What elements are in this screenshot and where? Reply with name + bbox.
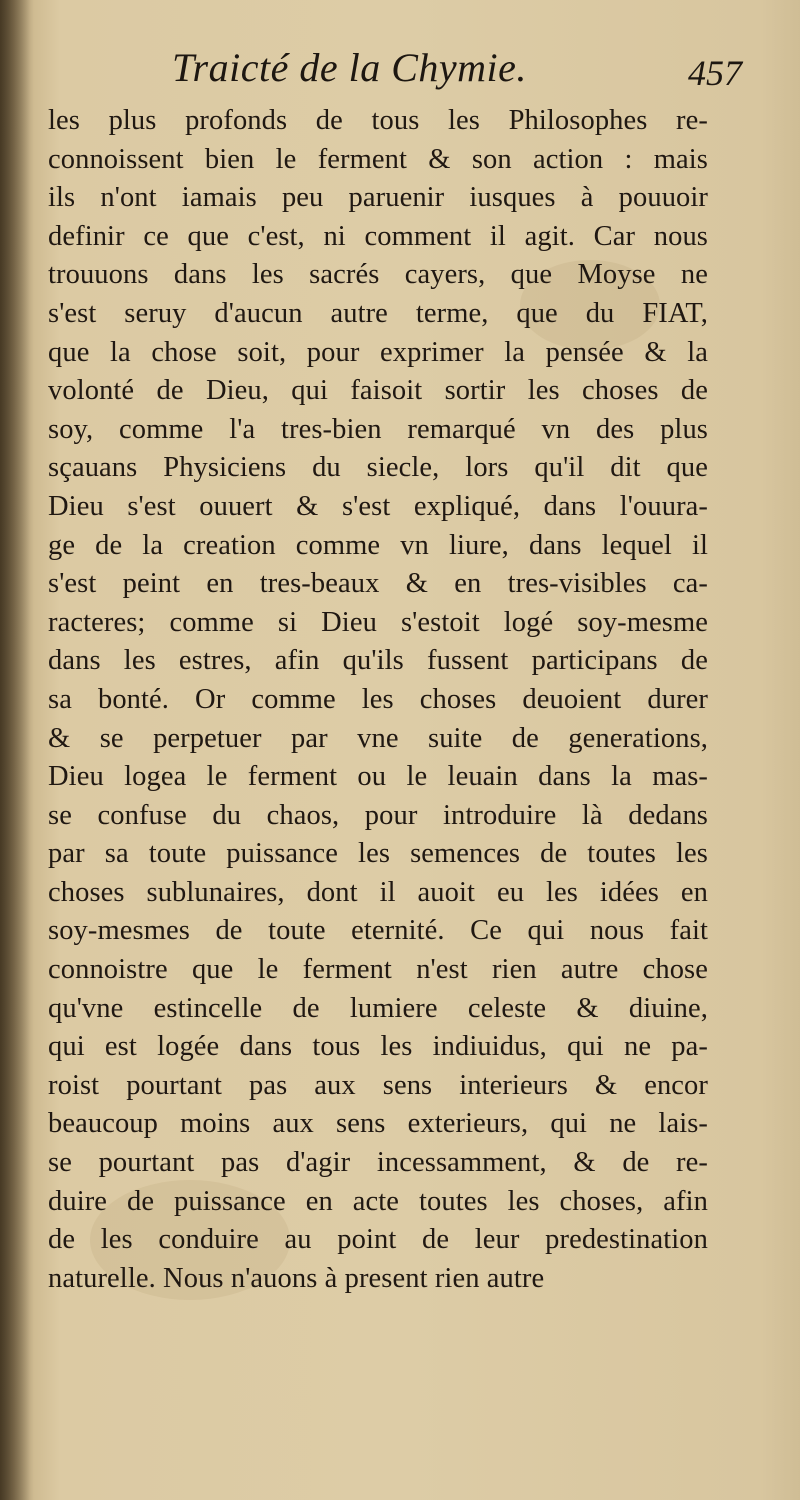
text-line: choses sublunaires, dont il auoit eu les idées en bbox=[48, 876, 708, 908]
text-line: que la chose soit, pour exprimer la pensée & la bbox=[48, 336, 708, 368]
text-line: qui est logée dans tous les indiuidus, qui ne pa- bbox=[48, 1031, 708, 1063]
text-line: & se perpetuer par vne suite de generations, bbox=[48, 722, 708, 754]
text-line: roist pourtant pas aux sens interieurs & encor bbox=[48, 1069, 708, 1101]
text-line: dans les estres, afin qu'ils fussent participans de bbox=[48, 645, 708, 677]
text-line: connoissent bien le ferment & son action : mais bbox=[48, 143, 708, 175]
page-header bbox=[44, 44, 742, 104]
text-line: racteres; comme si Dieu s'estoit logé soy-mesme bbox=[48, 606, 708, 638]
text-line: beaucoup moins aux sens exterieurs, qui ne lais- bbox=[48, 1108, 708, 1140]
text-line: qu'vne estincelle de lumiere celeste & diuine, bbox=[48, 992, 708, 1024]
text-line: definir ce que c'est, ni comment il agit. Car nous bbox=[48, 220, 708, 252]
text-line: Dieu s'est ouuert & s'est expliqué, dans l'ouura- bbox=[48, 490, 708, 522]
text-line: Dieu logea le ferment ou le leuain dans la mas- bbox=[48, 761, 708, 793]
text-line: connoistre que le ferment n'est rien autre chose bbox=[48, 954, 708, 986]
text-line: de les conduire au point de leur predestination bbox=[48, 1224, 708, 1256]
text-line: s'est seruy d'aucun autre terme, que du FIAT, bbox=[48, 297, 708, 329]
text-line: se confuse du chaos, pour introduire là dedans bbox=[48, 799, 708, 831]
text-line: par sa toute puissance les semences de toutes les bbox=[48, 838, 708, 870]
text-line: ge de la creation comme vn liure, dans lequel il bbox=[48, 529, 708, 561]
text-line: se pourtant pas d'agir incessamment, & de re- bbox=[48, 1147, 708, 1179]
text-line: ils n'ont iamais peu paruenir iusques à pouuoir bbox=[48, 182, 708, 214]
running-title: Traicté de la Chymie. bbox=[172, 45, 527, 90]
binding-shadow bbox=[0, 0, 34, 1500]
text-line: trouuons dans les sacrés cayers, que Moyse ne bbox=[48, 259, 708, 291]
text-line: sçauans Physiciens du siecle, lors qu'il dit que bbox=[48, 452, 708, 484]
text-line: duire de puissance en acte toutes les choses, afin bbox=[48, 1185, 708, 1217]
text-line: s'est peint en tres-beaux & en tres-visibles ca- bbox=[48, 568, 708, 600]
text-line: sa bonté. Or comme les choses deuoient durer bbox=[48, 683, 708, 715]
text-line: volonté de Dieu, qui faisoit sortir les choses de bbox=[48, 375, 708, 407]
page-number: 457 bbox=[688, 53, 742, 93]
text-line: les plus profonds de tous les Philosophes re- bbox=[48, 105, 708, 136]
body-text bbox=[48, 102, 708, 1298]
text-line: soy-mesmes de toute eternité. Ce qui nous fait bbox=[48, 915, 708, 947]
text-line: naturelle. Nous n'auons à present rien autre bbox=[48, 1262, 545, 1294]
text-line: soy, comme l'a tres-bien remarqué vn des plus bbox=[48, 413, 708, 445]
